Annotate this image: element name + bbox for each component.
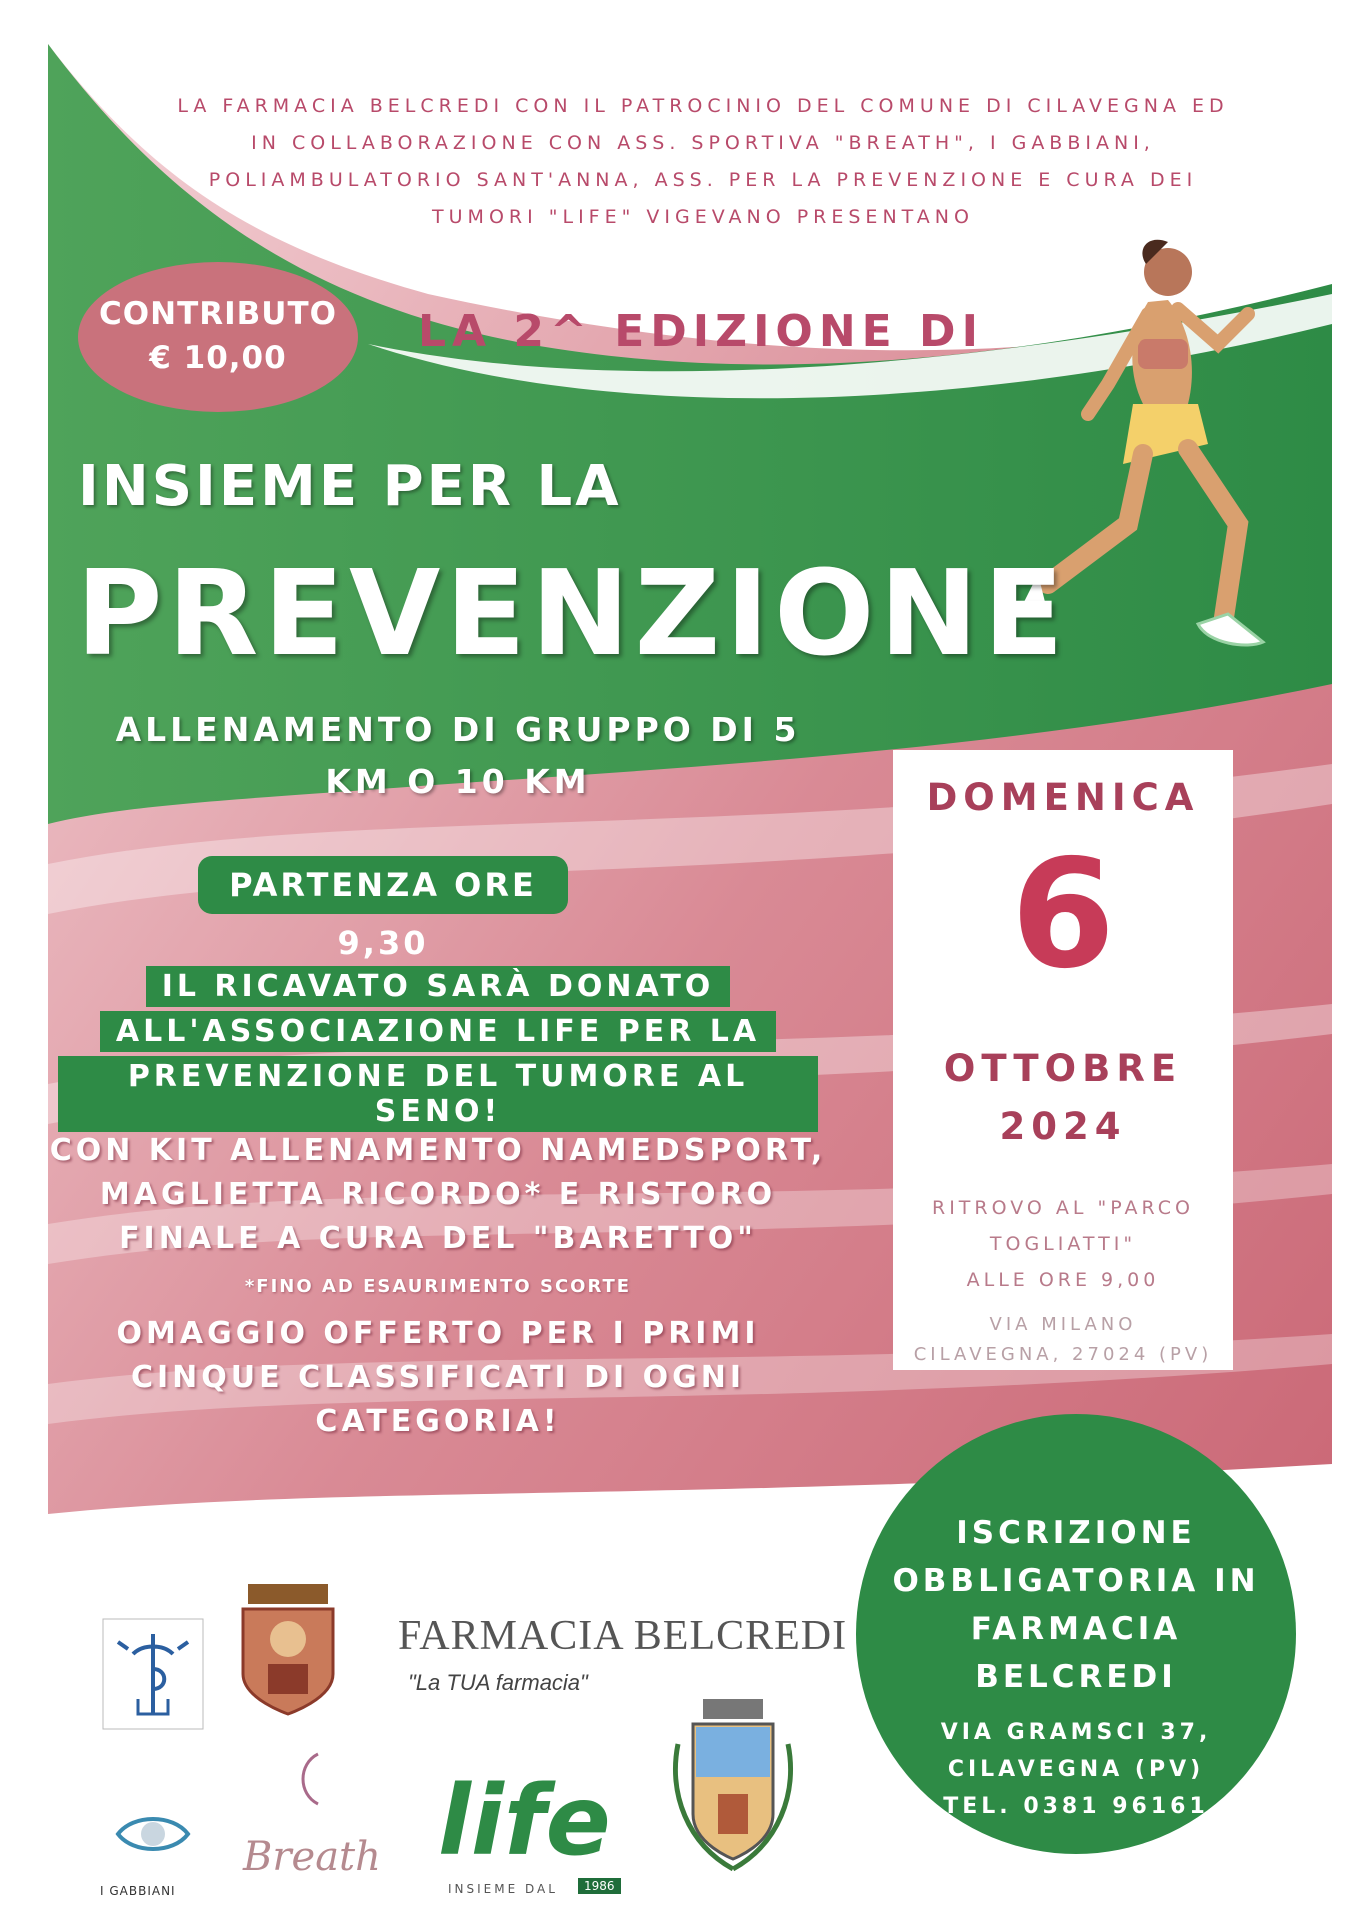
month: OTTOBRE [943,1047,1183,1090]
prize-line: CATEGORIA! [315,1404,561,1439]
pharmacy-address [856,1714,1296,1825]
poster [48,44,1332,1900]
cilavegna-crest-2 [658,1684,808,1884]
life-logo [418,1754,678,1874]
breath-icon [288,1744,348,1824]
intro-text [138,88,1268,236]
donation-block [58,964,818,1134]
registration-line: OBBLIGATORIA IN [892,1563,1260,1599]
training-line: KM O 10 KM [325,762,591,801]
kit-line: FINALE A CURA DEL "BARETTO" [119,1221,757,1256]
pharmacy-tagline: "La TUA farmacia" [408,1670,588,1695]
registration-text [856,1509,1296,1701]
month-year [893,1040,1233,1156]
title-main: PREVENZIONE [76,544,1069,682]
gabbiani-label: I GABBIANI [100,1884,176,1898]
registration-line: ISCRIZIONE [956,1515,1196,1551]
registration-circle [856,1414,1296,1854]
stock-note: *FINO AD ESAURIMENTO SCORTE [244,1276,632,1297]
prize-text [48,1312,828,1444]
address-line: VIA MILANO [989,1314,1137,1335]
donation-line: IL RICAVATO SARÀ DONATO [146,966,731,1007]
intro-line: POLIAMBULATORIO SANT'ANNA, ASS. PER LA PREVENZIONE E CURA DEI [208,169,1198,191]
start-time-badge: PARTENZA ORE 9,30 [198,856,568,914]
prize-line: CINQUE CLASSIFICATI DI OGNI [130,1360,745,1395]
address-line: CILAVEGNA (PV) [947,1757,1205,1782]
donation-line: ALL'ASSOCIAZIONE LIFE PER LA [100,1011,776,1052]
kit-text [48,1129,828,1261]
meeting-line: RITROVO AL "PARCO [932,1197,1194,1219]
registration-line: FARMACIA [970,1611,1182,1647]
kit-line: MAGLIETTA RICORDO* E RISTORO [99,1177,777,1212]
year: 2024 [999,1105,1127,1148]
kit-line: CON KIT ALLENAMENTO NAMEDSPORT, [49,1133,827,1168]
intro-line: LA FARMACIA BELCREDI CON IL PATROCINIO DEL COMUNE DI CILAVEGNA ED [177,95,1229,117]
contributo-label: CONTRIBUTO [99,296,337,332]
phone-line: TEL. 0381 96161 [943,1794,1209,1819]
life-logo-text: life [438,1765,611,1874]
contributo-price: € 10,00 [149,340,287,376]
meeting-address [893,1310,1233,1370]
life-year: 1986 [578,1878,621,1894]
prize-line: OMAGGIO OFFERTO PER I PRIMI [116,1316,760,1351]
contributo-badge [78,262,358,412]
day-number: 6 [1010,828,1116,1002]
gabbiani-logo [108,1789,198,1879]
address-line: VIA GRAMSCI 37, [940,1720,1212,1745]
cilavegna-crest-1 [228,1564,348,1724]
meeting-point [893,1190,1233,1298]
pharmacy-logo-text: FARMACIA BELCREDI [398,1613,848,1659]
training-line: ALLENAMENTO DI GRUPPO DI 5 [115,710,801,749]
intro-line: TUMORI "LIFE" VIGEVANO PRESENTANO [432,206,974,228]
life-label: INSIEME DAL [448,1882,558,1896]
address-line: CILAVEGNA, 27024 (PV) [913,1344,1213,1365]
intro-line: IN COLLABORAZIONE CON ASS. SPORTIVA "BREATH", I GABBIANI, [251,132,1155,154]
edition-heading: LA 2^ EDIZIONE DI [418,306,984,357]
meeting-line: ALLE ORE 9,00 [966,1269,1160,1291]
poliambulatorio-logo [98,1614,208,1734]
weekday: DOMENICA [926,776,1200,819]
date-panel [893,750,1233,1370]
meeting-line: TOGLIATTI" [989,1233,1137,1255]
title-line-1: INSIEME PER LA [78,454,622,519]
training-description [88,704,828,808]
registration-line: BELCREDI [975,1659,1177,1695]
breath-logo-text: Breath [243,1834,381,1880]
donation-line: PREVENZIONE DEL TUMORE AL SENO! [58,1056,818,1132]
